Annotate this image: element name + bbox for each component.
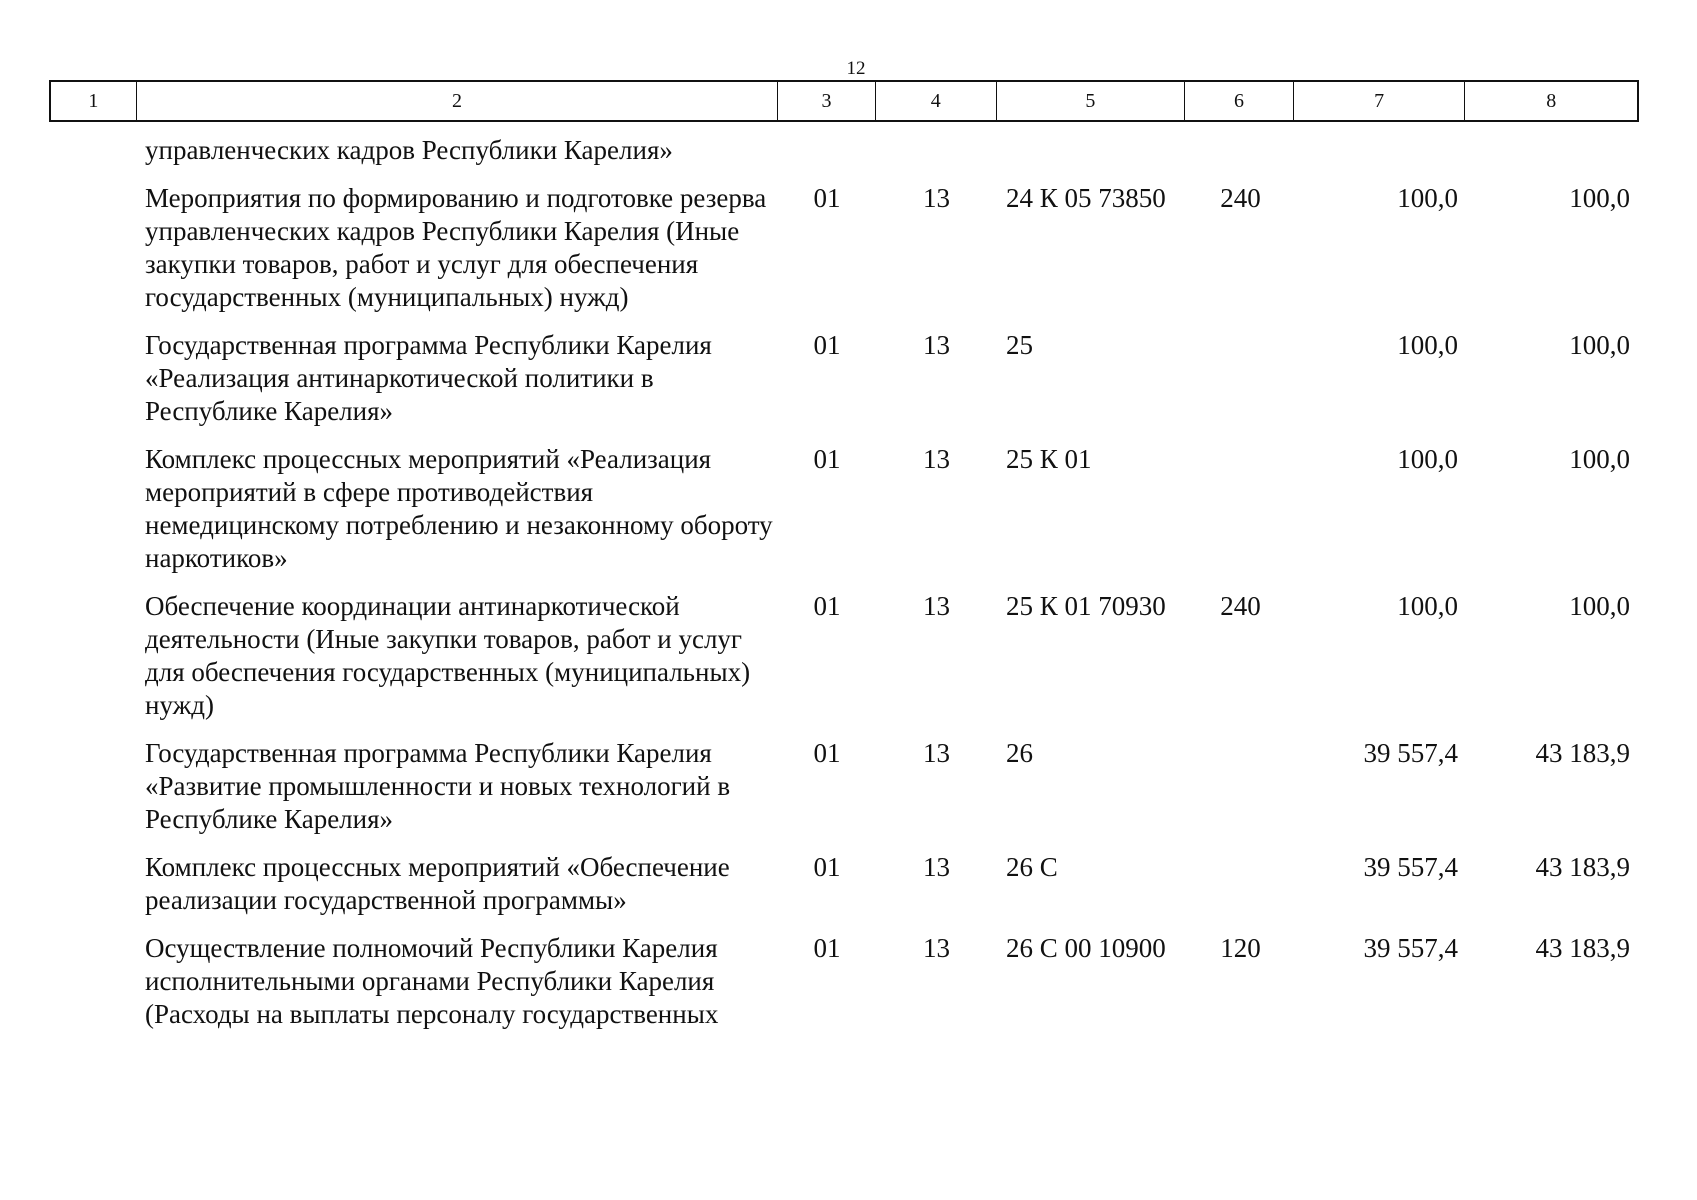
cell-col-6 [1186, 851, 1295, 917]
cell-col-4: 13 [923, 444, 950, 474]
header-col-7: 7 [1294, 82, 1466, 120]
cell-col-3: 01 [813, 444, 841, 474]
cell-col-7: 100,0 [1397, 444, 1458, 474]
cell-col-7: 100,0 [1397, 183, 1458, 213]
cell-col-8: 100,0 [1569, 183, 1630, 213]
cell-col-8: 43 183,9 [1535, 852, 1630, 882]
cell-col-5: 25 К 01 70930 [1006, 591, 1166, 621]
cell-col-1 [49, 590, 135, 722]
cell-col-8: 100,0 [1569, 591, 1630, 621]
cell-col-4: 13 [923, 591, 950, 621]
cell-col-6: 240 [1220, 183, 1261, 213]
cell-col-1 [49, 329, 135, 428]
cell-col-7: 39 557,4 [1363, 933, 1458, 963]
cell-col-1 [49, 737, 135, 836]
cell-col-5: 25 К 01 [1006, 444, 1092, 474]
cell-col-6: 120 [1220, 933, 1261, 963]
cell-col-5: 24 К 05 73850 [1006, 183, 1166, 213]
table-row [49, 134, 1639, 167]
cell-name: Комплекс процессных мероприятий «Обеспечение реализации государственной программы» [145, 852, 730, 915]
cell-col-7: 100,0 [1397, 591, 1458, 621]
cell-col-7: 100,0 [1397, 330, 1458, 360]
cell-col-8: 43 183,9 [1535, 933, 1630, 963]
cell-col-8 [1467, 134, 1639, 167]
cell-col-5: 26 [1006, 738, 1033, 768]
header-col-3: 3 [778, 82, 876, 120]
cell-col-3 [778, 134, 876, 167]
header-col-4: 4 [876, 82, 997, 120]
cell-name: управленческих кадров Республики Карелия» [145, 135, 673, 165]
cell-name: Обеспечение координации антинаркотической деятельности (Иные закупки товаров, работ и услуг для обеспечения государственных (муниципальных) нужд) [145, 591, 751, 720]
cell-col-3: 01 [813, 738, 841, 768]
table-row [49, 851, 1639, 917]
cell-col-1 [49, 443, 135, 575]
cell-col-4: 13 [923, 738, 950, 768]
cell-name: Государственная программа Республики Карелия «Реализация антинаркотической политики в Республике Карелия» [145, 330, 712, 426]
cell-col-5 [997, 134, 1186, 167]
table-row [49, 182, 1639, 314]
cell-col-8: 100,0 [1569, 330, 1630, 360]
cell-col-6 [1186, 134, 1295, 167]
page-number: 12 [846, 58, 866, 79]
header-col-2: 2 [137, 82, 778, 120]
cell-col-4: 13 [923, 183, 950, 213]
table-header [49, 80, 1639, 122]
header-col-5: 5 [997, 82, 1186, 120]
cell-col-3: 01 [813, 933, 841, 963]
header-col-8: 8 [1546, 90, 1557, 112]
table-body [49, 134, 1639, 1046]
cell-col-5: 26 С [1006, 852, 1058, 882]
cell-col-7 [1295, 134, 1467, 167]
cell-col-6 [1186, 329, 1295, 428]
header-col-6: 6 [1185, 82, 1294, 120]
cell-col-1 [49, 134, 135, 167]
cell-col-7: 39 557,4 [1363, 738, 1458, 768]
table-row [49, 590, 1639, 722]
table-row [49, 443, 1639, 575]
cell-name: Осуществление полномочий Республики Карелия исполнительными органами Республики Карелия (Расходы на выплаты персоналу государственных [145, 933, 719, 1029]
cell-col-7: 39 557,4 [1363, 852, 1458, 882]
cell-col-1 [49, 182, 135, 314]
cell-col-1 [49, 932, 135, 1031]
cell-col-4: 13 [923, 852, 950, 882]
cell-col-4: 13 [923, 933, 950, 963]
cell-col-3: 01 [813, 591, 841, 621]
cell-col-3: 01 [813, 852, 841, 882]
header-col-1: 1 [51, 82, 137, 120]
cell-name: Комплекс процессных мероприятий «Реализация мероприятий в сфере противодействия немедицинскому потреблению и незаконному обороту наркотиков» [145, 444, 773, 573]
cell-col-1 [49, 851, 135, 917]
cell-col-6 [1186, 737, 1295, 836]
cell-col-3: 01 [813, 330, 841, 360]
cell-col-5: 25 [1006, 330, 1033, 360]
cell-col-6 [1186, 443, 1295, 575]
cell-col-3: 01 [813, 183, 841, 213]
cell-col-4 [876, 134, 997, 167]
table-row [49, 329, 1639, 428]
table-row [49, 737, 1639, 836]
cell-name: Мероприятия по формированию и подготовке резерва управленческих кадров Республики Карелия (Иные закупки товаров, работ и услуг для обеспечения государственных (муниципальных) нужд) [145, 183, 767, 312]
cell-name: Государственная программа Республики Карелия «Развитие промышленности и новых технологий в Республике Карелия» [145, 738, 731, 834]
cell-col-8: 43 183,9 [1535, 738, 1630, 768]
cell-col-8: 100,0 [1569, 444, 1630, 474]
cell-col-4: 13 [923, 330, 950, 360]
cell-col-5: 26 С 00 10900 [1006, 933, 1166, 963]
cell-col-6: 240 [1220, 591, 1261, 621]
table-row [49, 932, 1639, 1031]
